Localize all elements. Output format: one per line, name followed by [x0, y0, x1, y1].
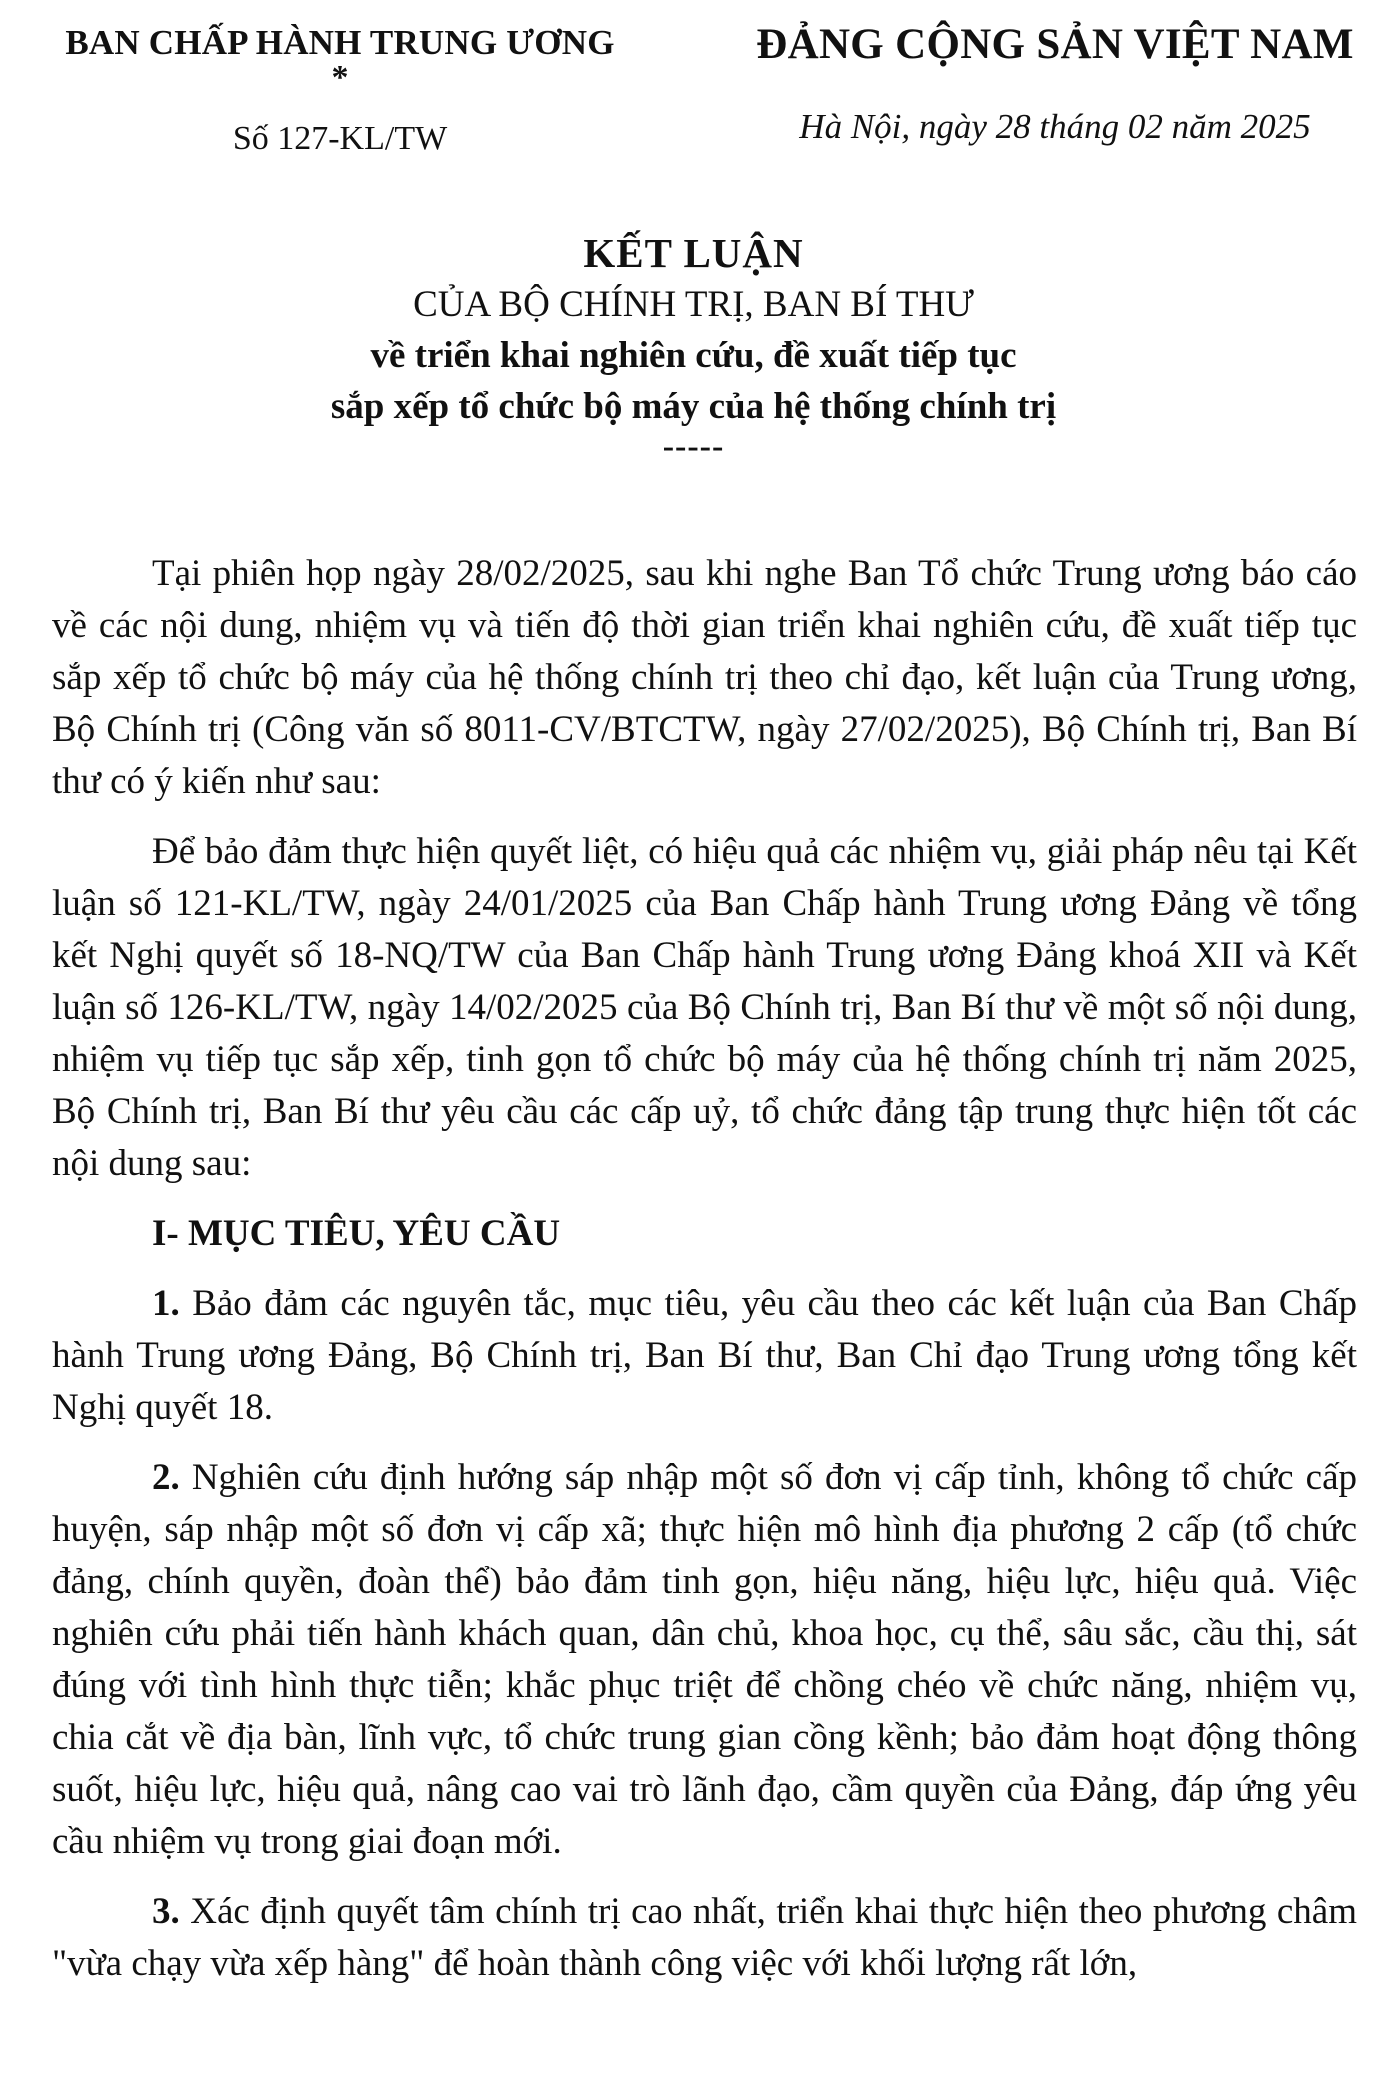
- item-text: Xác định quyết tâm chính trị cao nhất, triển khai thực hiện theo phương châm "vừa chạy vừa xếp hàng" để hoàn thành công việc với khối lượng rất lớn,: [52, 1891, 1357, 1984]
- item-number: 2.: [152, 1457, 180, 1498]
- list-item: [52, 1886, 1357, 1990]
- document-type: KẾT LUẬN: [583, 230, 804, 276]
- item-number: 1.: [152, 1283, 180, 1324]
- document-org-line: CỦA BỘ CHÍNH TRỊ, BAN BÍ THƯ: [413, 284, 974, 325]
- party-block: [740, 18, 1370, 152]
- item-number: 3.: [152, 1891, 180, 1932]
- document-subject-line-1: về triển khai nghiên cứu, đề xuất tiếp tục: [370, 335, 1017, 376]
- item-text: Nghiên cứu định hướng sáp nhập một số đơn vị cấp tỉnh, không tổ chức cấp huyện, sáp nhập một số đơn vị cấp xã; thực hiện mô hình địa phương 2 cấp (tổ chức đảng, chính quyền, đoàn thể) bảo đảm tinh gọn, hiệu năng, hiệu lực, hiệu quả. Việc nghiên cứu phải tiến hành khách quan, dân chủ, khoa học, cụ thể, sâu sắc, cầu thị, sát đúng với tình hình thực tiễn; khắc phục triệt để chồng chéo về chức năng, nhiệm vụ, chia cắt về địa bàn, lĩnh vực, tổ chức trung gian cồng kềnh; bảo đảm hoạt động thông suốt, hiệu lực, hiệu quả, nâng cao vai trò lãnh đạo, cầm quyền của Đảng, đáp ứng yêu cầu nhiệm vụ trong giai đoạn mới.: [52, 1457, 1357, 1862]
- section-heading: I- MỤC TIÊU, YÊU CẦU: [152, 1213, 561, 1254]
- issue-date: Hà Nội, ngày 28 tháng 02 năm 2025: [799, 107, 1311, 146]
- item-text: Bảo đảm các nguyên tắc, mục tiêu, yêu cầu theo các kết luận của Ban Chấp hành Trung ương Đảng, Bộ Chính trị, Ban Bí thư, Ban Chỉ đạo Trung ương tổng kết Nghị quyết 18.: [52, 1283, 1357, 1428]
- title-block: [0, 226, 1387, 465]
- issuer-block: [20, 20, 660, 164]
- document-body: [52, 548, 1357, 2008]
- document-number: Số 127-KL/TW: [232, 120, 448, 157]
- star-mark: *: [331, 59, 349, 96]
- list-item: [52, 1452, 1357, 1868]
- document-subject-line-2: sắp xếp tổ chức bộ máy của hệ thống chính trị: [330, 386, 1057, 427]
- title-separator: -----: [662, 428, 725, 465]
- intro-paragraph-1: Tại phiên họp ngày 28/02/2025, sau khi nghe Ban Tổ chức Trung ương báo cáo về các nội dung, nhiệm vụ và tiến độ thời gian triển khai nghiên cứu, đề xuất tiếp tục sắp xếp tổ chức bộ máy của hệ thống chính trị theo chỉ đạo, kết luận của Trung ương, Bộ Chính trị (Công văn số 8011-CV/BTCTW, ngày 27/02/2025), Bộ Chính trị, Ban Bí thư có ý kiến như sau:: [52, 553, 1357, 802]
- intro-paragraph-2: Để bảo đảm thực hiện quyết liệt, có hiệu quả các nhiệm vụ, giải pháp nêu tại Kết luận số 121-KL/TW, ngày 24/01/2025 của Ban Chấp hành Trung ương Đảng về tổng kết Nghị quyết số 18-NQ/TW của Ban Chấp hành Trung ương Đảng khoá XII và Kết luận số 126-KL/TW, ngày 14/02/2025 của Bộ Chính trị, Ban Bí thư về một số nội dung, nhiệm vụ tiếp tục sắp xếp, tinh gọn tổ chức bộ máy của hệ thống chính trị năm 2025, Bộ Chính trị, Ban Bí thư yêu cầu các cấp uỷ, tổ chức đảng tập trung thực hiện tốt các nội dung sau:: [52, 831, 1357, 1184]
- issuer-name: BAN CHẤP HÀNH TRUNG ƯƠNG: [65, 23, 615, 62]
- party-name: ĐẢNG CỘNG SẢN VIỆT NAM: [756, 21, 1354, 68]
- list-item: [52, 1278, 1357, 1434]
